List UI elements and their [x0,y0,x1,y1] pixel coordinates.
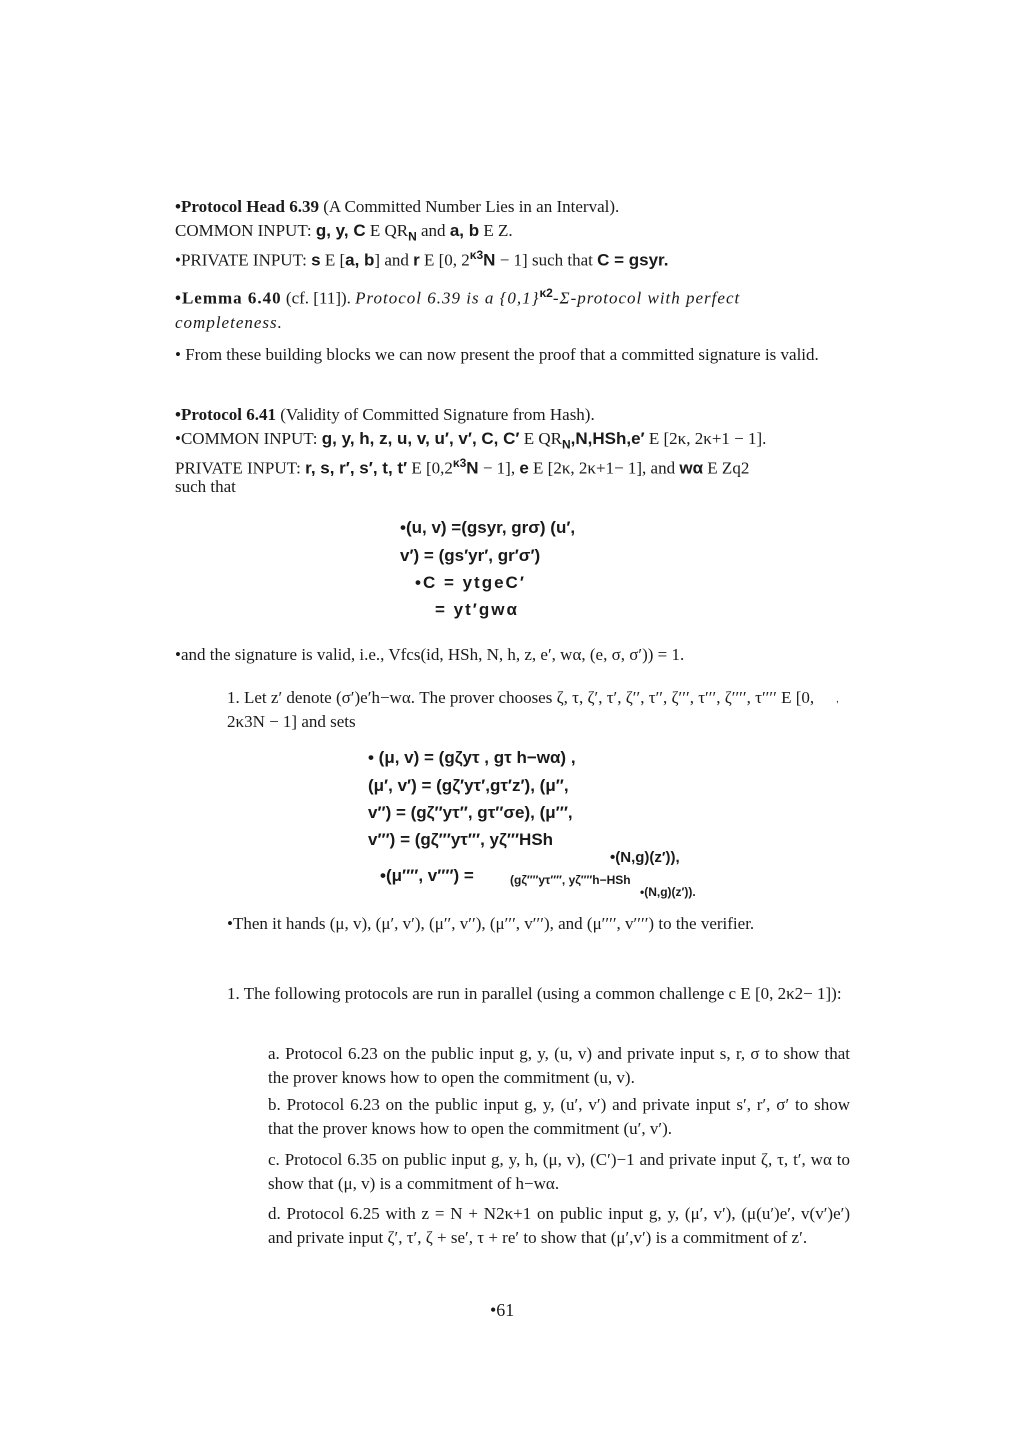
item-c: c. Protocol 6.35 on public input g, y, h, (μ, v), (C′)−1 and private input ζ, τ, t′, wα to show that (μ, v) is a commitment of h−wα. [268,1150,850,1193]
prover-hands-statement: •Then it hands (μ, v), (μ′, v′), (μ′′, v′′), (μ′′′, v′′′), and (μ′′′′, v′′′′) to the verifier. [227,914,755,933]
lemma-6-40: •Lemma 6.40 (cf. [11]). Protocol 6.39 is a $\{0,1\}^{\kappa 2}-\Sigma$-protocol with perfect completeness. [175,286,741,332]
protocol-6-39-heading: •Protocol Head 6.39 (A Committed Number Lies in an Interval). [175,197,620,216]
comma-mark: , [836,694,839,705]
step-2-parallel-protocols: 1. The following protocols are run in parallel (using a common challenge c E [0, 2κ2− 1]): [227,984,842,1003]
item-a: a. Protocol 6.23 on the public input g, y, (u, v) and private input s, r, σ to show that the prover knows how to open the commitment (u, v). [268,1044,850,1087]
step-1-prover-chooses: 1. Let z′ denote (σ′)e′h−wα. The prover chooses ζ, τ, ζ′, τ′, ζ′′, τ′′, ζ′′′, τ′′′, ζ′′′′, τ′′′′ E [0, 2κ3N − 1] and sets [227,688,815,731]
equation-hash-term: •(N,g)(z′)), [610,849,680,866]
equation-mu-v: • (μ, v) = (gζyτ , gτ h−wα) , [368,748,576,767]
item-b: b. Protocol 6.23 on the public input g, y, (u′, v′) and private input s′, r′, σ′ to show that the prover knows how to open the commitment (u′, v′). [268,1095,850,1138]
equation-uv-prime: v′) = (gs′yr′, gr′σ′) [400,546,541,565]
equation-c: •C = ytgeC′ [415,573,526,592]
equation-quadruple-rhs: (gζ′′′′yτ′′′′, yζ′′′′h−HSh [510,873,631,887]
equation-mu-v-triple-prime: v′′′) = (gζ′′′yτ′′′, yζ′′′HSh [368,830,554,849]
protocol-6-39-common-input: COMMON INPUT: g, y, C E $QR_N$ and a, b E Z. [175,221,513,244]
equation-mu-v-double-prime: v′′) = (gζ′′yτ′′, gτ′′σe), (μ′′′, [368,803,573,822]
equation-c-prime: = yt′gwα [435,600,519,619]
intro-paragraph: • From these building blocks we can now present the proof that a committed signature is valid. [175,345,819,364]
protocol-6-41-heading: •Protocol 6.41 (Validity of Committed Signature from Hash). [175,405,595,424]
signature-valid-statement: •and the signature is valid, i.e., Vfcs(id, HSh, N, h, z, e′, wα, (e, σ, σ′)) = 1. [175,645,685,664]
equation-quadruple-tail: •(N,g)(z′)). [640,885,696,899]
protocol-6-41-private-input: PRIVATE INPUT: r, s, r′, s′, t, t′ E $[0,2^{\kappa 3}N - 1]$, e E [2κ, 2κ+1− 1], and wα E Zq2 [175,456,750,478]
protocol-6-41-common-input: •COMMON INPUT: g, y, h, z, u, v, u′, v′, C, C′ E $QR_N,N,HSh,e'$ E [2κ, 2κ+1 − 1]. [175,429,767,452]
page-number: •61 [490,1300,515,1320]
such-that-label: such that [175,477,236,496]
protocol-6-39-private-input: •PRIVATE INPUT: s E [a, b] and r E [0, $2^{\kappa 3}N - 1$] such that C = gsyr. [175,248,669,270]
equation-uv: •(u, v) =(gsyr, grσ) (u′, [400,518,576,537]
equation-mu-v-quadruple-prime: •(μ′′′′, v′′′′) = [380,866,474,885]
equation-mu-v-prime: (μ′, v′) = (gζ′yτ′,gτ′z′), (μ′′, [368,776,569,795]
item-d: d. Protocol 6.25 with z = N + N2κ+1 on public input g, y, (μ′, v′), (μ(u′)e′, v(v′)e′) and private input ζ′, τ′, ζ + se′, τ + re′ to show that (μ′,v′) is a commitment of z′. [268,1204,850,1247]
